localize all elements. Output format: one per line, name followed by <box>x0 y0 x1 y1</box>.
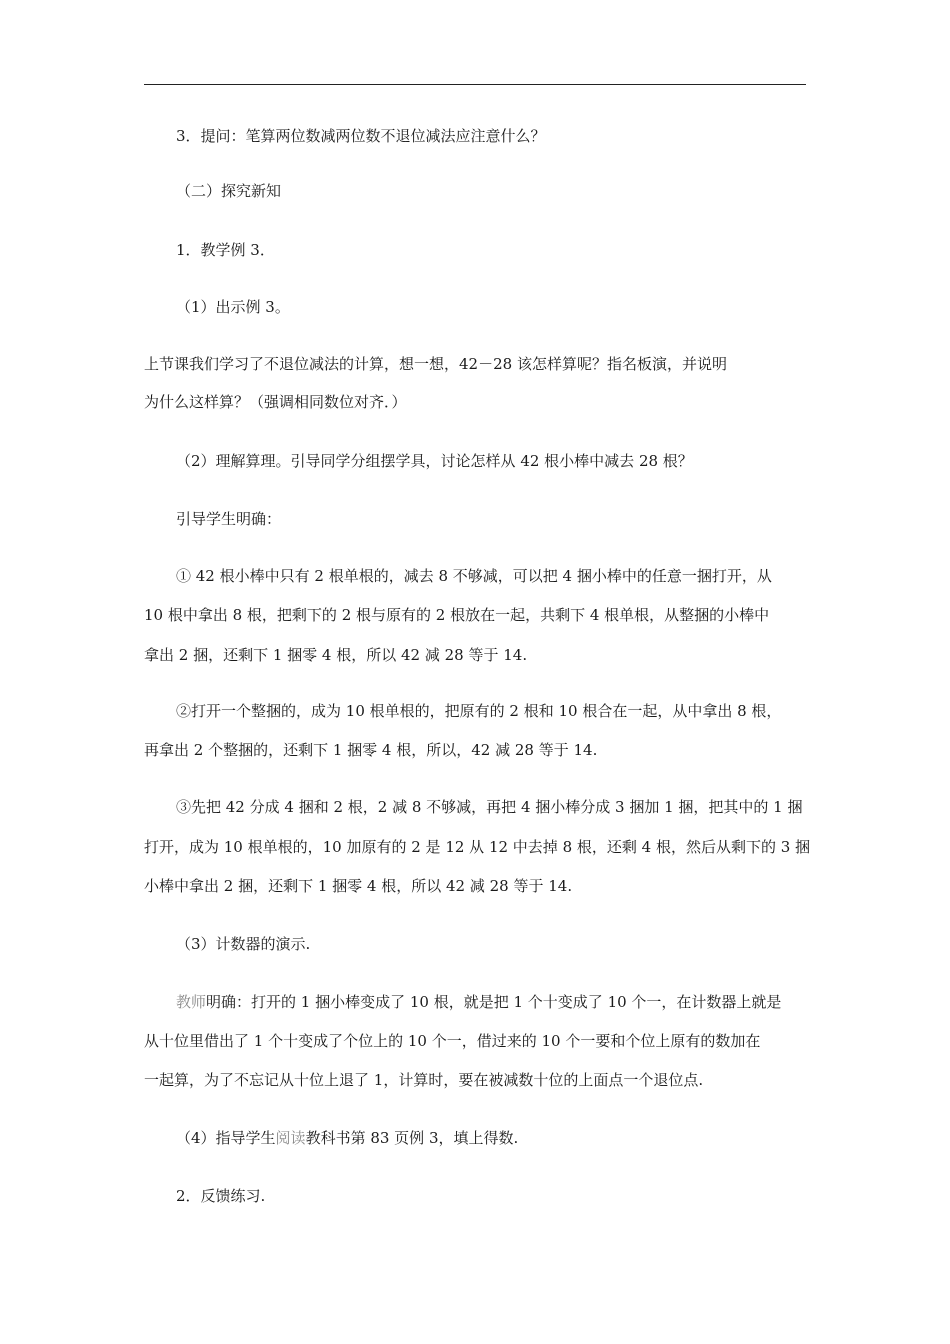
step-4-heading <box>176 1128 518 1148</box>
step-4-suffix: 教科书第 83 页例 3，填上得数. <box>305 1129 519 1147</box>
paragraph-intro-line-1: 上节课我们学习了不退位减法的计算，想一想，42－28 该怎样算呢？指名板演，并说明 <box>144 355 727 373</box>
subsection-feedback-heading: 2．反馈练习. <box>176 1187 266 1205</box>
teacher-highlight: 教师 <box>176 993 207 1011</box>
reading-highlight: 阅读 <box>275 1129 306 1147</box>
guidance-label: 引导学生明确： <box>176 510 282 528</box>
step-1-heading: （1）出示例 3。 <box>176 298 290 316</box>
step-4-prefix: （4）指导学生 <box>176 1129 276 1147</box>
header-rule <box>144 84 806 85</box>
method-1-line-3: 拿出 2 捆，还剩下 1 捆零 4 根，所以 42 减 28 等于 14. <box>144 646 528 664</box>
method-3-line-3: 小棒中拿出 2 捆，还剩下 1 捆零 4 根，所以 42 减 28 等于 14. <box>144 877 573 895</box>
teacher-explanation-line-3: 一起算，为了不忘记从十位上退了 1，计算时，要在被减数十位的上面点一个退位点. <box>144 1071 704 1089</box>
step-3-heading: （3）计数器的演示. <box>176 935 311 953</box>
teacher-explanation-line-2: 从十位里借出了 1 个十变成了个位上的 10 个一，借过来的 10 个一要和个位上原有的数加在 <box>144 1032 761 1050</box>
subsection-heading: 1．教学例 3． <box>176 241 275 259</box>
method-2-line-2: 再拿出 2 个整捆的，还剩下 1 捆零 4 根，所以，42 减 28 等于 14. <box>144 741 598 759</box>
section-heading: （二）探究新知 <box>176 182 282 200</box>
step-2-heading: （2）理解算理。引导同学分组摆学具，讨论怎样从 42 根小棒中减去 28 根？ <box>176 452 693 470</box>
method-1-line-1: ① 42 根小棒中只有 2 根单根的，减去 8 不够减，可以把 4 捆小棒中的任意一捆打开，从 <box>176 567 772 585</box>
teacher-explanation-line-1 <box>176 992 781 1012</box>
method-3-line-1: ③先把 42 分成 4 捆和 2 根，2 减 8 不够减，再把 4 捆小棒分成 3 捆加 1 捆，把其中的 1 捆 <box>176 798 803 816</box>
paragraph-intro-line-2: 为什么这样算？（强调相同数位对齐．） <box>144 393 407 411</box>
teacher-explanation-text: 明确：打开的 1 捆小棒变成了 10 根，就是把 1 个十变成了 10 个一，在计数器上就是 <box>206 993 782 1011</box>
paragraph-question: 3．提问：笔算两位数减两位数不退位减法应注意什么？ <box>176 127 546 145</box>
method-1-line-2: 10 根中拿出 8 根，把剩下的 2 根与原有的 2 根放在一起，共剩下 4 根单根，从整捆的小棒中 <box>144 606 770 624</box>
method-3-line-2: 打开，成为 10 根单根的，10 加原有的 2 是 12 从 12 中去掉 8 根，还剩 4 根，然后从剩下的 3 捆 <box>144 838 811 856</box>
method-2-line-1: ②打开一个整捆的，成为 10 根单根的，把原有的 2 根和 10 根合在一起，从中拿出 8 根， <box>176 702 782 720</box>
